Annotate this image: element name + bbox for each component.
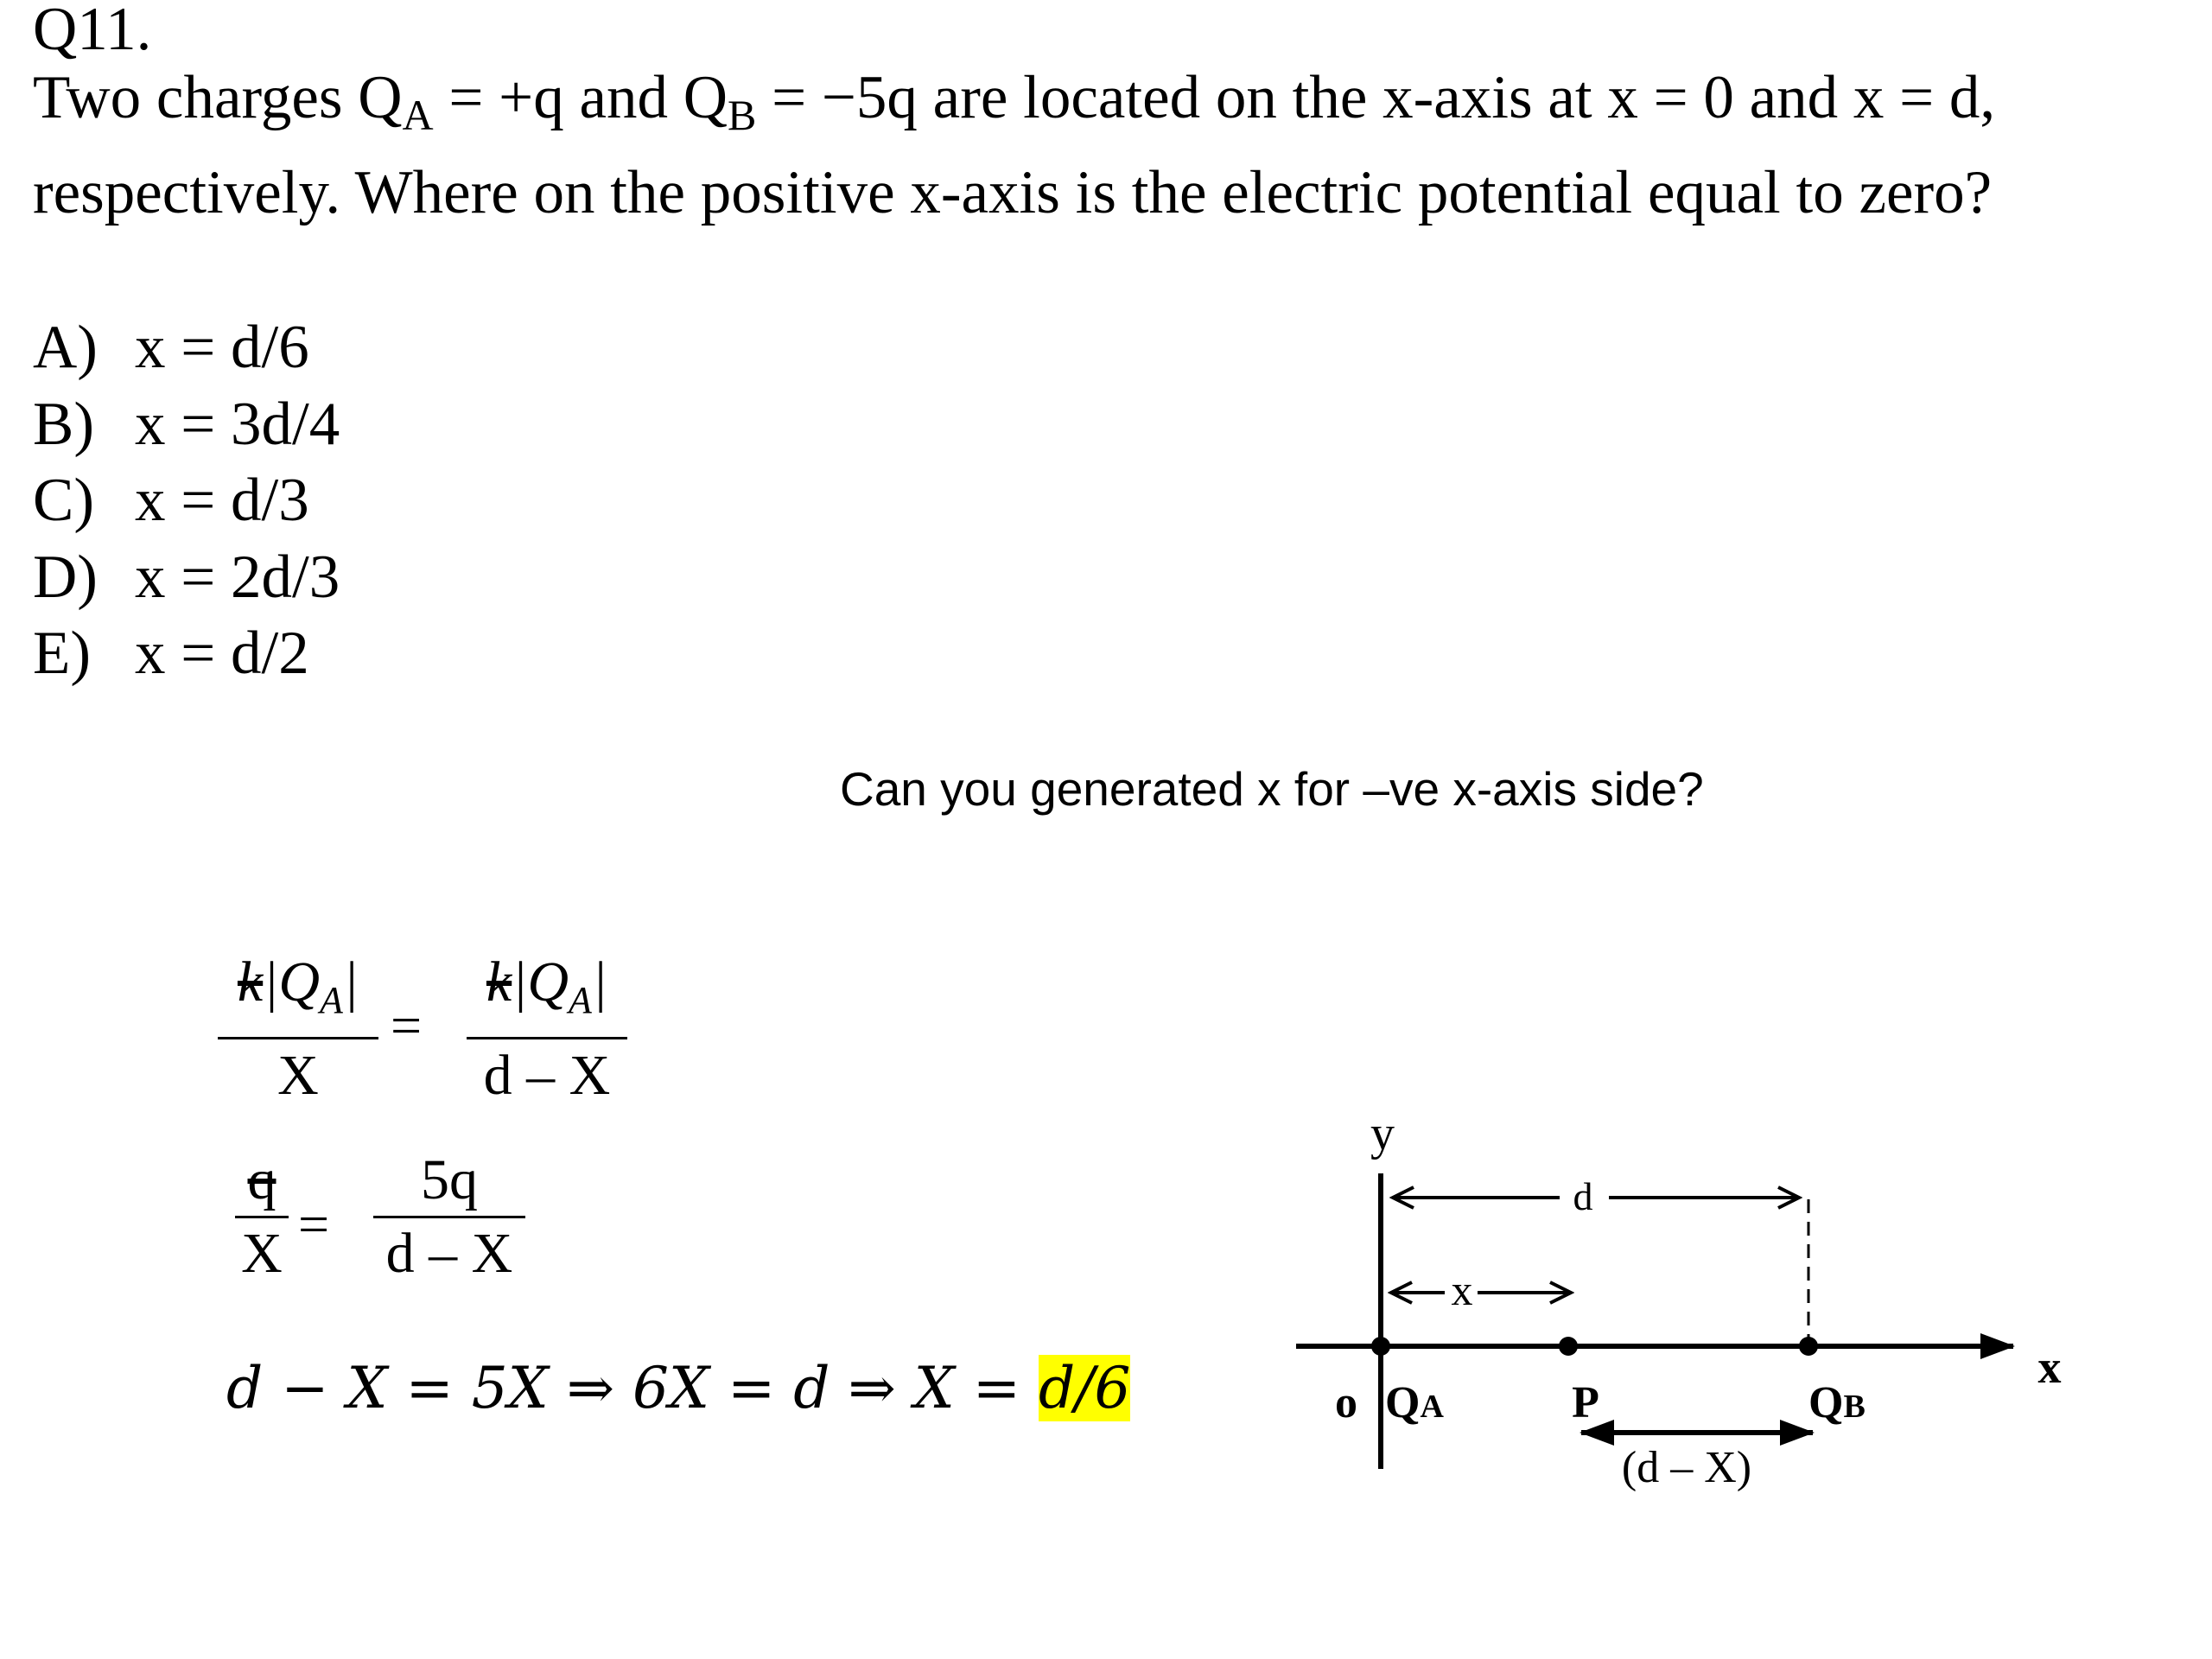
dx-label: (d – X) [1621, 1443, 1752, 1492]
eq2-equals: = [298, 1193, 330, 1255]
eq1-right-numerator: $k|Q_A|$ [486, 950, 608, 1022]
option-d-text: x = 2d/3 [135, 543, 340, 611]
eq2-left-numerator: q [247, 1148, 276, 1211]
x-dist-label: x [1451, 1266, 1473, 1314]
eq2-left-denominator: X [241, 1222, 283, 1285]
eq3-answer: d/6 [1038, 1355, 1131, 1421]
origin-label: o [1335, 1378, 1357, 1427]
eq1-left-numerator: $k|Q_A|$ [237, 950, 359, 1022]
qb-label: QB [1808, 1378, 1866, 1427]
hint-text: Can you generated x for –ve x-axis side? [840, 762, 1704, 816]
eq2-right-numerator: 5q [421, 1148, 478, 1211]
qa-point [1371, 1337, 1390, 1356]
p-point [1559, 1337, 1578, 1356]
option-c-text: x = d/3 [135, 467, 309, 534]
eq1-left-denominator: X [277, 1044, 319, 1108]
y-axis-label: y [1370, 1107, 1395, 1160]
option-e-label: E) [33, 620, 92, 687]
option-b-label: B) [33, 391, 94, 458]
question-text-part2: = +q and Q [433, 64, 728, 131]
option-b-text: x = 3d/4 [135, 391, 340, 458]
option-c-label: C) [33, 467, 94, 534]
question-number: Q11. [33, 0, 152, 63]
question-text-part1: Two charges Q [33, 64, 403, 131]
p-label: P [1572, 1378, 1599, 1427]
question-line-2: respectively. Where on the positive x-axis is the electric potential equal to zero? [33, 159, 1993, 226]
question-text-part3: = −5q are located on the x-axis at x = 0 and x = d, [756, 64, 1996, 131]
qb-point [1799, 1337, 1818, 1356]
eq1-right-denominator: d – X [483, 1044, 611, 1108]
charge-b-subscript: B [727, 91, 757, 139]
option-a-label: A) [33, 314, 98, 381]
eq2-right-denominator: d – X [385, 1222, 513, 1285]
option-a-text: x = d/6 [135, 314, 309, 381]
option-e-text: x = d/2 [135, 620, 309, 687]
eq3-text: d − X = 5X ⇒ 6X = d ⇒ X = [226, 1355, 1039, 1421]
charge-a-subscript: A [402, 91, 434, 139]
eq1-equals: = [391, 995, 423, 1056]
d-label: d [1573, 1174, 1593, 1218]
x-axis-label: x [2037, 1341, 2062, 1393]
qa-label: QA [1385, 1378, 1444, 1427]
option-d-label: D) [33, 543, 98, 611]
